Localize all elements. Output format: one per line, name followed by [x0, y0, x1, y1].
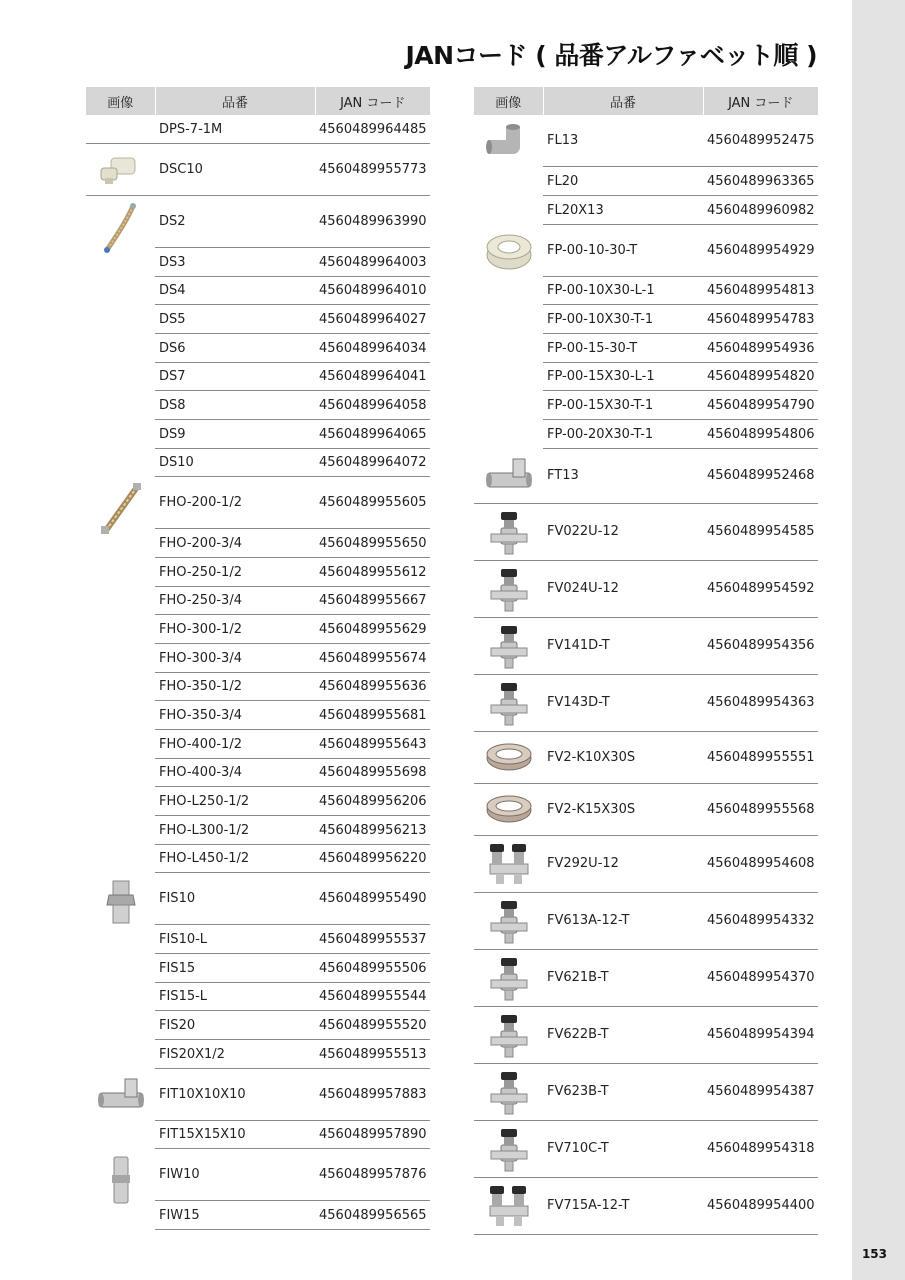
jan-code: 4560489955674	[315, 644, 430, 673]
jan-code: 4560489954387	[703, 1063, 818, 1120]
part-number: DS3	[155, 248, 315, 277]
jan-table-left	[86, 87, 430, 1230]
jan-code: 4560489955544	[315, 983, 430, 1011]
product-image-cell	[86, 1069, 155, 1149]
flexible-hose-icon	[97, 202, 145, 260]
product-image-cell	[86, 477, 155, 873]
product-image-cell	[474, 560, 543, 617]
jan-code: 4560489954790	[703, 391, 818, 420]
jan-code: 4560489954592	[703, 560, 818, 617]
jan-code: 4560489955773	[315, 144, 430, 196]
jan-code: 4560489963990	[315, 196, 430, 248]
jan-code: 4560489954929	[703, 225, 818, 277]
jan-code: 4560489954394	[703, 1006, 818, 1063]
jan-code: 4560489955551	[703, 731, 818, 783]
product-image-cell	[474, 1120, 543, 1177]
table-row	[474, 892, 818, 949]
part-number: FHO-250-1/2	[155, 558, 315, 587]
jan-code: 4560489956565	[315, 1201, 430, 1230]
table-row	[474, 449, 818, 504]
part-number: FHO-200-1/2	[155, 477, 315, 529]
product-image-cell	[474, 674, 543, 731]
header-jan-code: JAN コード	[315, 87, 430, 115]
jan-code: 4560489955568	[703, 783, 818, 835]
table-row	[474, 783, 818, 835]
ring-fitting-icon	[483, 790, 535, 830]
header-jan-code: JAN コード	[703, 87, 818, 115]
part-number: DS2	[155, 196, 315, 248]
part-number: DS5	[155, 305, 315, 334]
part-number: FHO-300-1/2	[155, 615, 315, 644]
product-image-cell	[474, 949, 543, 1006]
valve-icon	[487, 1070, 531, 1120]
valve-icon	[487, 956, 531, 1006]
product-image-cell	[474, 115, 543, 225]
jan-code: 4560489954585	[703, 503, 818, 560]
product-image-cell	[86, 115, 155, 144]
jan-code: 4560489964041	[315, 363, 430, 391]
product-image-cell	[474, 1063, 543, 1120]
jan-code: 4560489955667	[315, 587, 430, 615]
valve-icon	[487, 1127, 531, 1177]
jan-code: 4560489964034	[315, 334, 430, 363]
part-number: FL20X13	[543, 196, 703, 225]
jan-code: 4560489954370	[703, 949, 818, 1006]
side-margin-strip	[852, 0, 905, 1280]
part-number: DS7	[155, 363, 315, 391]
jan-code: 4560489964065	[315, 420, 430, 449]
product-image-cell	[474, 783, 543, 835]
product-image-cell	[86, 196, 155, 477]
product-image-cell	[86, 144, 155, 196]
table-row	[86, 1069, 430, 1121]
jan-code: 4560489955605	[315, 477, 430, 529]
table-row	[86, 196, 430, 248]
part-number: FV024U-12	[543, 560, 703, 617]
valve-icon	[487, 681, 531, 731]
page-number: 153	[861, 1247, 887, 1261]
table-row	[474, 503, 818, 560]
product-image-cell	[474, 835, 543, 892]
double-valve-icon	[484, 1184, 534, 1234]
part-number: FP-00-15X30-L-1	[543, 363, 703, 391]
elbow-fitting-icon	[483, 121, 535, 165]
jan-code: 4560489955513	[315, 1040, 430, 1069]
part-number: DS4	[155, 277, 315, 305]
part-number: FIS15	[155, 954, 315, 983]
product-image-cell	[474, 1006, 543, 1063]
tee-fitting-icon	[483, 455, 535, 503]
part-number: FHO-200-3/4	[155, 529, 315, 558]
table-row	[474, 1063, 818, 1120]
jan-code: 4560489956206	[315, 787, 430, 816]
part-number: DS8	[155, 391, 315, 420]
part-number: DS9	[155, 420, 315, 449]
page-title: JANコード ( 品番アルファベット順 )	[405, 41, 817, 70]
part-number: DS10	[155, 449, 315, 477]
part-number: FP-00-20X30-T-1	[543, 420, 703, 449]
table-row	[474, 1177, 818, 1234]
product-image-cell	[474, 731, 543, 783]
jan-code: 4560489963365	[703, 167, 818, 196]
coiled-pipe-icon	[483, 231, 535, 275]
part-number: FIW10	[155, 1149, 315, 1201]
product-image-cell	[474, 892, 543, 949]
valve-icon	[487, 899, 531, 949]
part-number: DSC10	[155, 144, 315, 196]
part-number: FP-00-15X30-T-1	[543, 391, 703, 420]
braided-hose-icon	[97, 483, 145, 541]
jan-code: 4560489954806	[703, 420, 818, 449]
jan-code: 4560489964003	[315, 248, 430, 277]
jan-code: 4560489954363	[703, 674, 818, 731]
jan-code: 4560489955650	[315, 529, 430, 558]
jan-table-right	[474, 87, 818, 1235]
white-connector-icon	[97, 150, 145, 194]
jan-code: 4560489964072	[315, 449, 430, 477]
part-number: FHO-400-1/2	[155, 730, 315, 759]
table-row	[474, 560, 818, 617]
jan-code: 4560489955643	[315, 730, 430, 759]
jan-code: 4560489955506	[315, 954, 430, 983]
jan-code: 4560489955681	[315, 701, 430, 730]
part-number: FP-00-10X30-L-1	[543, 277, 703, 305]
product-image-cell	[474, 617, 543, 674]
ring-fitting-icon	[483, 738, 535, 778]
valve-icon	[487, 567, 531, 617]
part-number: FHO-300-3/4	[155, 644, 315, 673]
header-part-number: 品番	[155, 87, 315, 115]
straight-fitting-icon	[101, 879, 141, 931]
part-number: FIS15-L	[155, 983, 315, 1011]
header-image: 画像	[86, 87, 155, 115]
part-number: FIT10X10X10	[155, 1069, 315, 1121]
table-row	[474, 225, 818, 277]
jan-code: 4560489954318	[703, 1120, 818, 1177]
header-part-number: 品番	[543, 87, 703, 115]
table-row	[474, 115, 818, 167]
jan-code: 4560489955612	[315, 558, 430, 587]
part-number: FIS10	[155, 873, 315, 925]
part-number: FV715A-12-T	[543, 1177, 703, 1234]
table-row	[86, 1149, 430, 1201]
jan-code: 4560489954332	[703, 892, 818, 949]
jan-code: 4560489955490	[315, 873, 430, 925]
jan-code: 4560489952475	[703, 115, 818, 167]
table-row	[474, 835, 818, 892]
part-number: FL13	[543, 115, 703, 167]
table-row	[474, 1006, 818, 1063]
part-number: FP-00-15-30-T	[543, 334, 703, 363]
table-row	[474, 1120, 818, 1177]
part-number: FP-00-10-30-T	[543, 225, 703, 277]
part-number: FIS10-L	[155, 925, 315, 954]
jan-code: 4560489954783	[703, 305, 818, 334]
jan-code: 4560489964485	[315, 115, 430, 144]
part-number: FV2-K10X30S	[543, 731, 703, 783]
jan-code: 4560489954400	[703, 1177, 818, 1234]
part-number: FHO-350-1/2	[155, 673, 315, 701]
part-number: FHO-400-3/4	[155, 759, 315, 787]
product-image-cell	[474, 503, 543, 560]
part-number: FV143D-T	[543, 674, 703, 731]
jan-code: 4560489955537	[315, 925, 430, 954]
part-number: FHO-L250-1/2	[155, 787, 315, 816]
part-number: DS6	[155, 334, 315, 363]
jan-code: 4560489956213	[315, 816, 430, 845]
jan-code: 4560489954820	[703, 363, 818, 391]
jan-code: 4560489952468	[703, 449, 818, 504]
part-number: FHO-L300-1/2	[155, 816, 315, 845]
part-number: FL20	[543, 167, 703, 196]
jan-code: 4560489964058	[315, 391, 430, 420]
valve-icon	[487, 624, 531, 674]
jan-code: 4560489957890	[315, 1121, 430, 1149]
part-number: FHO-350-3/4	[155, 701, 315, 730]
product-image-cell	[474, 225, 543, 449]
jan-code: 4560489956220	[315, 845, 430, 873]
jan-code: 4560489954813	[703, 277, 818, 305]
part-number: FIS20X1/2	[155, 1040, 315, 1069]
part-number: FP-00-10X30-T-1	[543, 305, 703, 334]
part-number: FV710C-T	[543, 1120, 703, 1177]
part-number: FV292U-12	[543, 835, 703, 892]
jan-code: 4560489957883	[315, 1069, 430, 1121]
part-number: FV622B-T	[543, 1006, 703, 1063]
product-image-cell	[86, 1149, 155, 1230]
table-row	[86, 115, 430, 144]
jan-code: 4560489964027	[315, 305, 430, 334]
tee-fitting-icon	[95, 1075, 147, 1123]
jan-code: 4560489960982	[703, 196, 818, 225]
part-number: FT13	[543, 449, 703, 504]
product-image-cell	[474, 449, 543, 504]
header-image: 画像	[474, 87, 543, 115]
double-valve-icon	[484, 842, 534, 892]
jan-code: 4560489954936	[703, 334, 818, 363]
part-number: FIS20	[155, 1011, 315, 1040]
table-row	[474, 617, 818, 674]
part-number: FV623B-T	[543, 1063, 703, 1120]
jan-code: 4560489955629	[315, 615, 430, 644]
jan-code: 4560489957876	[315, 1149, 430, 1201]
table-row	[86, 477, 430, 529]
part-number: FHO-L450-1/2	[155, 845, 315, 873]
jan-code: 4560489954608	[703, 835, 818, 892]
table-row	[474, 731, 818, 783]
part-number: FV613A-12-T	[543, 892, 703, 949]
table-row	[474, 674, 818, 731]
valve-icon	[487, 510, 531, 560]
part-number: DPS-7-1M	[155, 115, 315, 144]
long-nipple-icon	[106, 1155, 136, 1209]
part-number: FIT15X15X10	[155, 1121, 315, 1149]
part-number: FV2-K15X30S	[543, 783, 703, 835]
product-image-cell	[474, 1177, 543, 1234]
part-number: FV141D-T	[543, 617, 703, 674]
jan-code: 4560489964010	[315, 277, 430, 305]
product-image-cell	[86, 873, 155, 1069]
part-number: FHO-250-3/4	[155, 587, 315, 615]
table-row	[474, 949, 818, 1006]
part-number: FV022U-12	[543, 503, 703, 560]
jan-code: 4560489955698	[315, 759, 430, 787]
jan-code: 4560489955636	[315, 673, 430, 701]
table-row	[86, 144, 430, 196]
part-number: FIW15	[155, 1201, 315, 1230]
part-number: FV621B-T	[543, 949, 703, 1006]
valve-icon	[487, 1013, 531, 1063]
jan-code: 4560489955520	[315, 1011, 430, 1040]
table-row	[86, 873, 430, 925]
jan-code: 4560489954356	[703, 617, 818, 674]
